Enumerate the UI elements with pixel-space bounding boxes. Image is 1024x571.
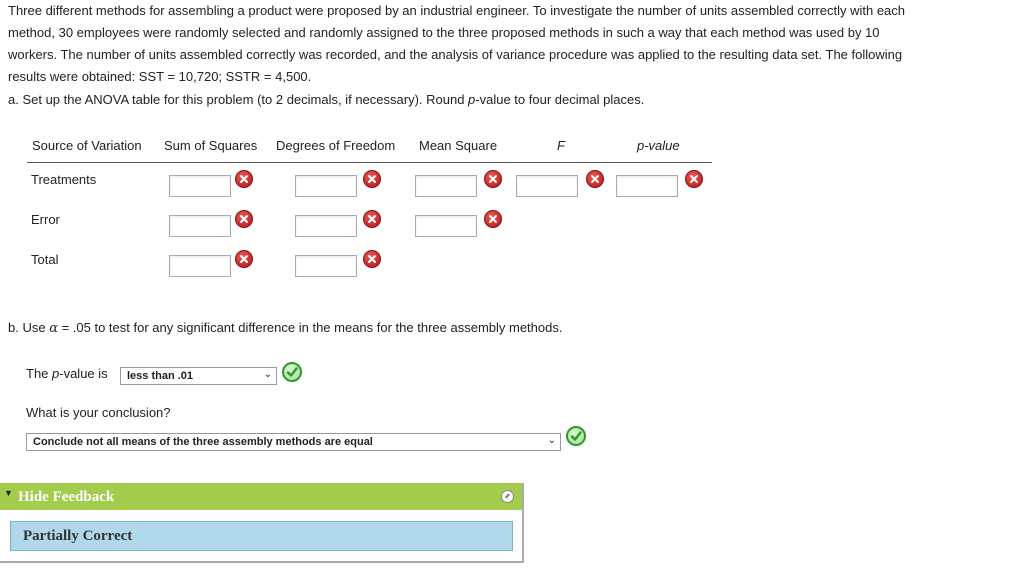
chevron-down-icon: ⌄: [263, 369, 272, 380]
p-value-suffix: -value is: [59, 366, 108, 381]
row-label-total: Total: [31, 252, 59, 267]
problem-line-3: workers. The number of units assembled correctly was recorded, and the analysis of variance procedure was applied to the resulting data set. The following: [8, 47, 903, 62]
triangle-down-icon: ▼: [4, 488, 13, 498]
incorrect-icon: [484, 170, 502, 188]
row-label-treatments: Treatments: [31, 172, 97, 187]
part-b-instruction: [8, 320, 562, 336]
p-value-p: p: [52, 366, 60, 381]
header-divider: [27, 162, 712, 163]
alpha-symbol: α: [49, 321, 58, 336]
incorrect-icon: [586, 170, 604, 188]
total-df-input[interactable]: [295, 255, 357, 277]
feedback-status-box: [10, 521, 513, 551]
conclusion-question: What is your conclusion?: [26, 405, 171, 420]
hide-feedback-label: Hide Feedback: [18, 489, 115, 505]
p-value-select[interactable]: [120, 367, 277, 385]
error-ss-input[interactable]: [169, 215, 231, 237]
incorrect-icon: [363, 210, 381, 228]
error-ms-input[interactable]: [415, 215, 477, 237]
incorrect-icon: [484, 210, 502, 228]
p-value-question: [26, 366, 108, 381]
treatments-p-value-input[interactable]: [616, 175, 678, 197]
problem-line-1: Three different methods for assembling a product were proposed by an industrial engineer. To investigate the number of units assembled correctly with each: [8, 3, 906, 18]
error-df-input[interactable]: [295, 215, 357, 237]
treatments-ms-input[interactable]: [415, 175, 477, 197]
conclusion-select[interactable]: [26, 433, 561, 451]
hide-feedback-toggle[interactable]: [0, 483, 522, 510]
incorrect-icon: [235, 170, 253, 188]
header-sum-of-squares: Sum of Squares: [164, 138, 258, 153]
treatments-ss-input[interactable]: [169, 175, 231, 197]
part-a-suffix: -value to four decimal places.: [475, 92, 645, 107]
p-value-prefix: The: [26, 366, 53, 381]
p-value-selected: less than .01: [127, 370, 194, 382]
header-mean-square: Mean Square: [419, 138, 498, 153]
part-a-instruction: [8, 92, 644, 107]
correct-icon: [566, 426, 586, 446]
pencil-icon[interactable]: [501, 490, 514, 503]
treatments-f-input[interactable]: [516, 175, 578, 197]
header-f: F: [557, 138, 565, 153]
feedback-panel: [0, 483, 524, 563]
problem-line-2: method, 30 employees were randomly selected and randomly assigned to the three proposed methods in such a way that each method was used by 10: [8, 25, 880, 40]
incorrect-icon: [235, 210, 253, 228]
correct-icon: [282, 362, 302, 382]
header-source: Source of Variation: [32, 138, 142, 153]
feedback-status: Partially Correct: [23, 528, 133, 544]
row-label-error: Error: [31, 212, 60, 227]
incorrect-icon: [363, 250, 381, 268]
conclusion-selected: Conclude not all means of the three assembly methods are equal: [33, 436, 373, 448]
incorrect-icon: [363, 170, 381, 188]
header-degrees-of-freedom: Degrees of Freedom: [276, 138, 396, 153]
part-b-suffix: = .05 to test for any significant difference in the means for the three assembly methods.: [57, 320, 563, 335]
treatments-df-input[interactable]: [295, 175, 357, 197]
part-a-prefix: a. Set up the ANOVA table for this problem (to 2 decimals, if necessary). Round: [8, 92, 469, 107]
header-p-value: p-value: [637, 138, 680, 153]
part-a-p: p: [468, 92, 476, 107]
problem-statement: [8, 0, 1018, 88]
chevron-down-icon: ⌄: [547, 435, 556, 446]
problem-line-4: results were obtained: SST = 10,720; SSTR = 4,500.: [8, 69, 312, 84]
part-b-prefix: b. Use: [8, 320, 50, 335]
incorrect-icon: [685, 170, 703, 188]
total-ss-input[interactable]: [169, 255, 231, 277]
incorrect-icon: [235, 250, 253, 268]
